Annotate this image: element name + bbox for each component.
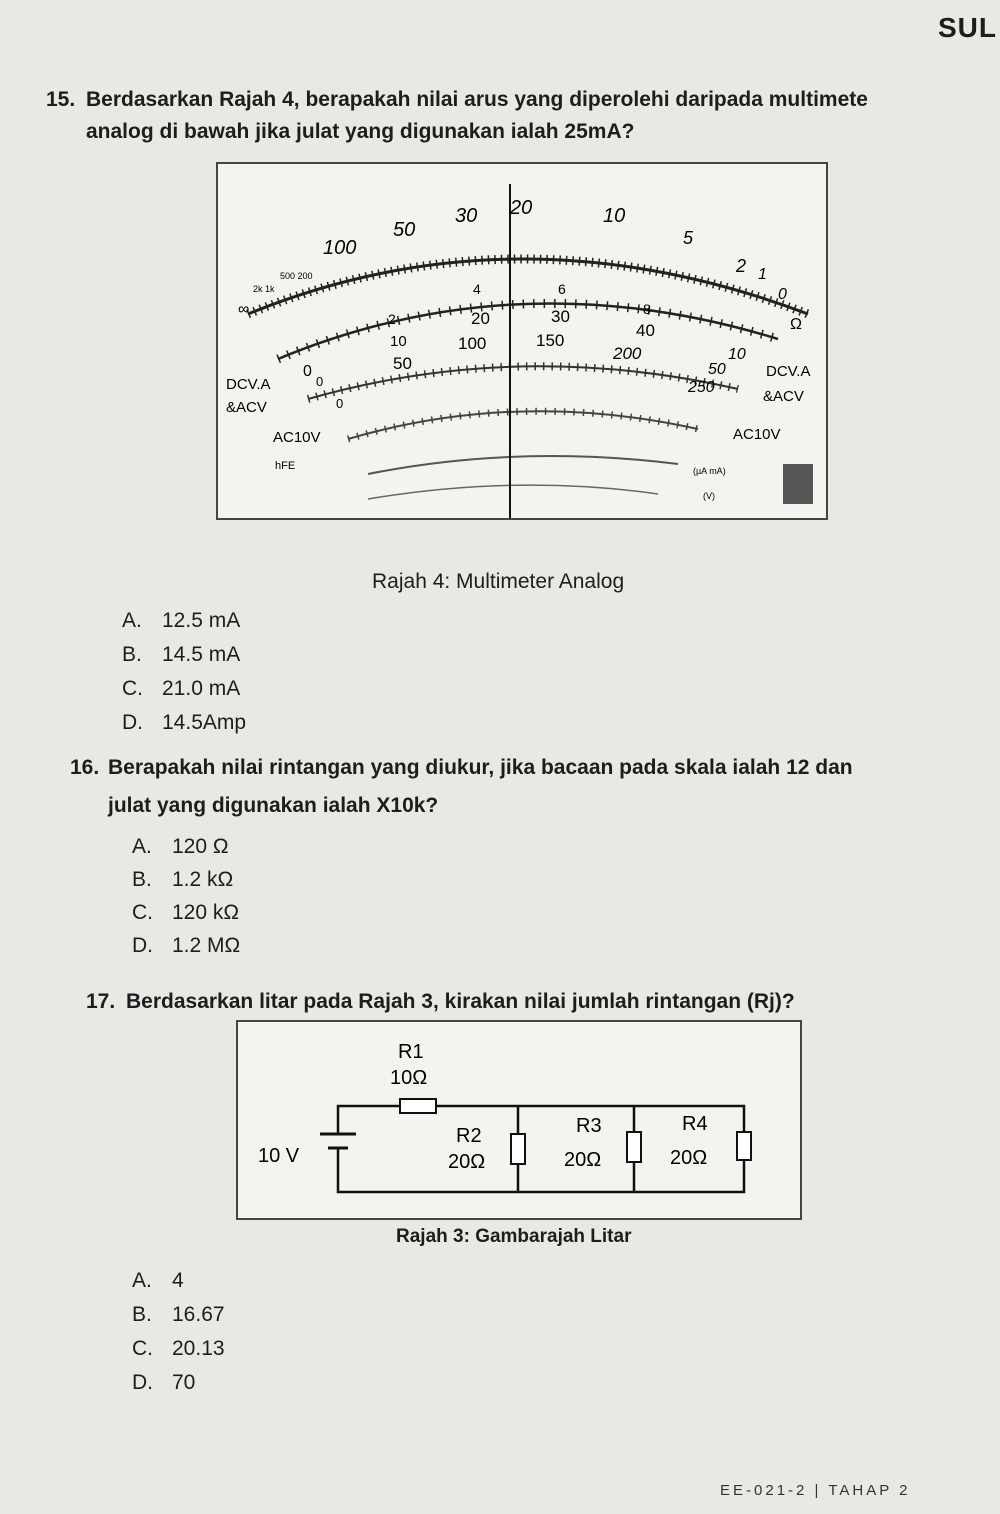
multimeter-scale-svg [218, 164, 826, 518]
question-15-line1: Berdasarkan Rajah 4, berapakah nilai arus yang diperolehi daripada multimete [86, 88, 868, 111]
ohm-label-2: 2 [736, 256, 747, 276]
dc-b-label-10: 10 [390, 333, 407, 350]
rajah-4-caption: Rajah 4: Multimeter Analog [372, 570, 625, 593]
low-scale-arc [368, 485, 658, 499]
question-17-number: 17. [86, 990, 116, 1013]
dc-b-label-40: 40 [636, 321, 655, 340]
dc-a-label-8: 8 [643, 301, 651, 317]
question-15-line2: analog di bawah jika julat yang digunakan ialah 25mA? [86, 120, 635, 143]
q16-option-b: B. 1.2 kΩ [132, 868, 234, 891]
source-label: 10 V [258, 1145, 300, 1167]
footer-code: EE-021-2 | TAHAP 2 [720, 1482, 911, 1499]
dc-zero-2: 0 [316, 374, 324, 389]
q17-option-a: A. 4 [132, 1269, 184, 1292]
left-label-ac10v: AC10V [273, 429, 321, 446]
r1-value: 10Ω [390, 1067, 428, 1089]
dc-b-label-50: 50 [708, 361, 726, 378]
dc-c-label-250: 250 [688, 379, 715, 396]
ohm-label-5: 5 [683, 228, 694, 248]
resistor-r1 [400, 1099, 436, 1113]
meter-logo-block [783, 464, 813, 504]
ohm-symbol-right: Ω [790, 316, 802, 333]
q15-option-d: D. 14.5Amp [122, 711, 247, 734]
q15-option-a: A. 12.5 mA [122, 609, 241, 632]
ohm-label-1: 1 [758, 266, 767, 283]
circuit-svg [238, 1022, 800, 1218]
dc-b-label-30: 30 [551, 307, 570, 326]
ohm-label-20: 20 [510, 197, 533, 219]
q16-option-a: A. 120 Ω [132, 835, 229, 858]
ohm-scale-arc [248, 259, 808, 314]
resistor-r4 [737, 1132, 751, 1160]
question-16-number: 16. [70, 756, 100, 779]
q15-option-c: C. 21.0 mA [122, 677, 241, 700]
r1-name: R1 [398, 1041, 424, 1063]
q17-option-b: B. 16.67 [132, 1303, 225, 1326]
ohm-label-2k1k: 2k 1k [253, 284, 275, 294]
ohm-label-30: 30 [455, 205, 478, 227]
ohm-label-0: 0 [778, 286, 787, 303]
q15-option-b: B. 14.5 mA [122, 643, 241, 666]
right-label-acv: &ACV [763, 388, 804, 405]
dc-scale-arc [278, 303, 778, 359]
dc-c-label-100: 100 [458, 334, 487, 353]
dc-c-label-200: 200 [613, 344, 642, 363]
dc-a-label-6: 6 [558, 281, 566, 297]
ac-scale-arc [308, 366, 738, 399]
q16-option-d: D. 1.2 MΩ [132, 934, 241, 957]
ohm-label-50: 50 [393, 219, 416, 241]
dc-a-label-10: 10 [728, 346, 746, 363]
dc-c-label-150: 150 [536, 331, 565, 350]
question-15-number: 15. [46, 88, 76, 111]
right-label-v: (V) [703, 491, 715, 501]
dc-zero-3: 0 [336, 396, 344, 411]
right-label-li: (µA mA) [693, 466, 726, 476]
question-16-line1: Berapakah nilai rintangan yang diukur, jika bacaan pada skala ialah 12 dan [108, 756, 853, 779]
q17-option-c: C. 20.13 [132, 1337, 225, 1360]
right-label-dcva: DCV.A [766, 363, 811, 380]
left-label-hfe: hFE [275, 460, 296, 472]
rajah-3-caption: Rajah 3: Gambarajah Litar [396, 1226, 632, 1247]
circuit-figure [236, 1020, 802, 1220]
dc-b-label-20: 20 [471, 309, 490, 328]
right-label-ac10v: AC10V [733, 426, 781, 443]
question-17-line1: Berdasarkan litar pada Rajah 3, kirakan nilai jumlah rintangan (Rj)? [126, 990, 795, 1013]
resistor-r3 [627, 1132, 641, 1162]
question-16-line2: julat yang digunakan ialah X10k? [108, 794, 439, 817]
ohm-label-10: 10 [603, 205, 626, 227]
left-label-acv: &ACV [226, 399, 267, 416]
left-label-dcva: DCV.A [226, 376, 271, 393]
dc-c-label-0: 0 [303, 363, 312, 380]
wire-top-left [338, 1106, 400, 1120]
r3-value: 20Ω [564, 1149, 602, 1171]
r2-name: R2 [456, 1125, 482, 1147]
ohm-label-inf: ∞ [238, 301, 250, 318]
q17-option-d: D. 70 [132, 1371, 196, 1394]
resistor-r2 [511, 1134, 525, 1164]
dc-c-label-50: 50 [393, 354, 412, 373]
hfe-scale-arc [368, 456, 678, 474]
ohm-label-100: 100 [323, 237, 357, 259]
r2-value: 20Ω [448, 1151, 486, 1173]
ac10v-scale-arc [348, 411, 698, 439]
page-header-code: SUL [938, 12, 997, 43]
ohm-label-500-200: 500 200 [280, 271, 313, 281]
dc-a-label-2: 2 [388, 311, 396, 327]
r4-value: 20Ω [670, 1147, 708, 1169]
q16-option-c: C. 120 kΩ [132, 901, 240, 924]
dc-a-label-4: 4 [473, 281, 481, 297]
r4-name: R4 [682, 1113, 708, 1135]
r3-name: R3 [576, 1115, 602, 1137]
multimeter-figure [216, 162, 828, 520]
